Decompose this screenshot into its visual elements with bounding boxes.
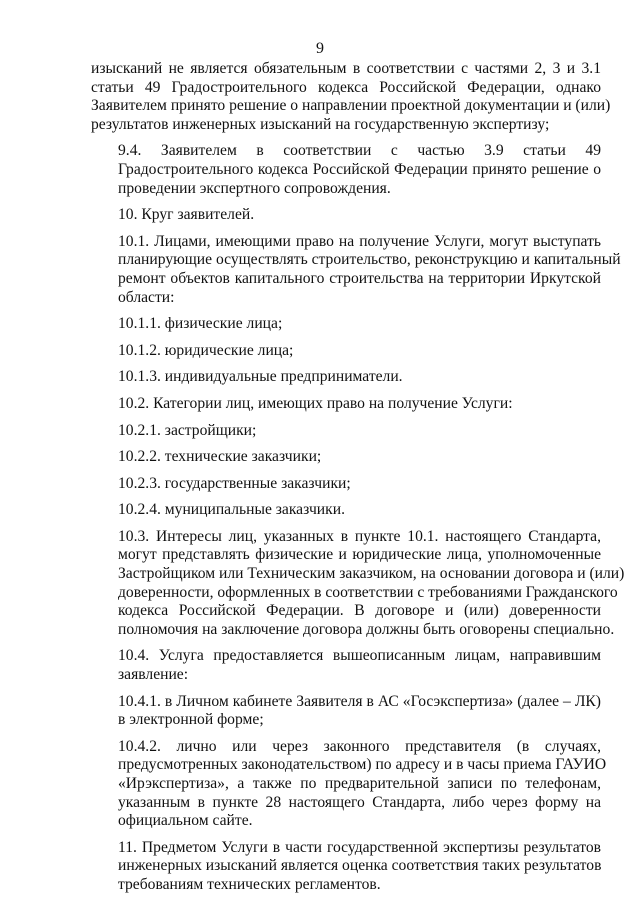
text-line: предусмотренных законодательством) по адресу и в часы приема ГАУИО — [118, 756, 607, 774]
text-line: 10.2.4. муниципальные заказчики. — [118, 501, 345, 519]
text-line: инженерных изысканий является оценка соответствия таких результатов — [118, 857, 602, 875]
paragraph-10-1 — [91, 232, 621, 307]
text-line: 10.1.1. физические лица; — [118, 315, 283, 333]
text-line: 10.2.3. государственные заказчики; — [118, 474, 351, 492]
text-line: проведении экспертного сопровождения. — [118, 179, 391, 197]
paragraph-10-2-4 — [91, 501, 601, 520]
text-line: требованиям технических регламентов. — [118, 875, 381, 893]
paragraph-10-1-2 — [91, 342, 601, 361]
text-line: 10.2.1. застройщики; — [118, 421, 257, 439]
paragraph-10-4 — [91, 647, 601, 684]
text-line: изысканий не является обязательным в соответствии с частями 2, 3 и 3.1 — [91, 60, 601, 77]
text-line: 10.2.2. технические заказчики; — [118, 448, 322, 466]
text-line: доверенности, оформленных в соответствии с требованиями Гражданского — [118, 583, 618, 601]
paragraph-10-1-3 — [91, 368, 601, 387]
text-line: Градостроительного кодекса Российской Федерации принято решение о — [118, 160, 601, 178]
text-line: 10.2. Категории лиц, имеющих право на получение Услуги: — [118, 394, 513, 412]
paragraph-10-4-2 — [91, 737, 607, 831]
text-line: «Ирэкспертиза», а также по предварительной записи по телефонам, — [118, 775, 601, 792]
text-line: Заявителем принято решение о направлении проектной документации и (или) — [91, 97, 611, 115]
text-line: в электронной форме; — [118, 711, 264, 729]
text-line: результатов инженерных изысканий на государственную экспертизу; — [91, 115, 550, 133]
page-number: 9 — [316, 40, 324, 57]
text-line: 10.4.2. лично или через законного представителя (в случаях, — [118, 737, 601, 755]
text-line: 10.1.3. индивидуальные предприниматели. — [118, 368, 403, 386]
paragraph-10-4-1 — [91, 693, 601, 730]
text-line: официальном сайте. — [118, 812, 253, 830]
paragraph-10-2 — [91, 395, 601, 414]
document-body — [91, 60, 625, 895]
text-line: кодекса Российской Федерации. В договоре и (или) доверенности — [118, 602, 601, 620]
text-line: 10.1.2. юридические лица; — [118, 341, 294, 359]
text-line: 10.1. Лицами, имеющими право на получение Услуги, могут выступать — [118, 232, 601, 250]
paragraph-11 — [91, 839, 601, 895]
text-line: могут представлять физические и юридические лица, уполномоченные — [118, 546, 601, 564]
text-line: полномочия на заключение договора должны быть оговорены специально. — [118, 620, 615, 638]
text-line: 10.3. Интересы лиц, указанных в пункте 10.1. настоящего Стандарта, — [118, 527, 601, 545]
paragraph-10-2-3 — [91, 475, 601, 494]
paragraph-10-3 — [91, 527, 625, 640]
text-line: 10.4.1. в Личном кабинете Заявителя в АС «Госэкспертиза» (далее – ЛК) — [118, 692, 601, 710]
text-line: области: — [118, 288, 175, 306]
text-line: 11. Предметом Услуги в части государственной экспертизы результатов — [118, 838, 601, 856]
paragraph-10 — [91, 206, 601, 225]
paragraph-9-4 — [91, 142, 601, 198]
text-line: указанным в пункте 28 настоящего Стандарта, либо через форму на — [118, 793, 601, 811]
paragraph-cont — [91, 60, 611, 134]
text-line: 10.4. Услуга предоставляется вышеописанным лицам, направившим — [118, 647, 601, 665]
text-line: планирующие осуществлять строительство, реконструкцию и капитальный — [118, 251, 621, 269]
text-line: заявление: — [118, 666, 189, 684]
text-line: статьи 49 Градостроительного кодекса Российской Федерации, однако — [91, 78, 601, 96]
text-line: 10. Круг заявителей. — [118, 206, 255, 224]
text-line: Застройщиком или Техническим заказчиком, на основании договора и (или) — [118, 565, 625, 583]
paragraph-10-2-1 — [91, 422, 601, 441]
text-line: ремонт объектов капитального строительства на территории Иркутской — [118, 269, 601, 287]
text-line: 9.4. Заявителем в соответствии с частью 3.9 статьи 49 — [118, 142, 601, 160]
paragraph-10-2-2 — [91, 448, 601, 467]
paragraph-10-1-1 — [91, 315, 601, 334]
